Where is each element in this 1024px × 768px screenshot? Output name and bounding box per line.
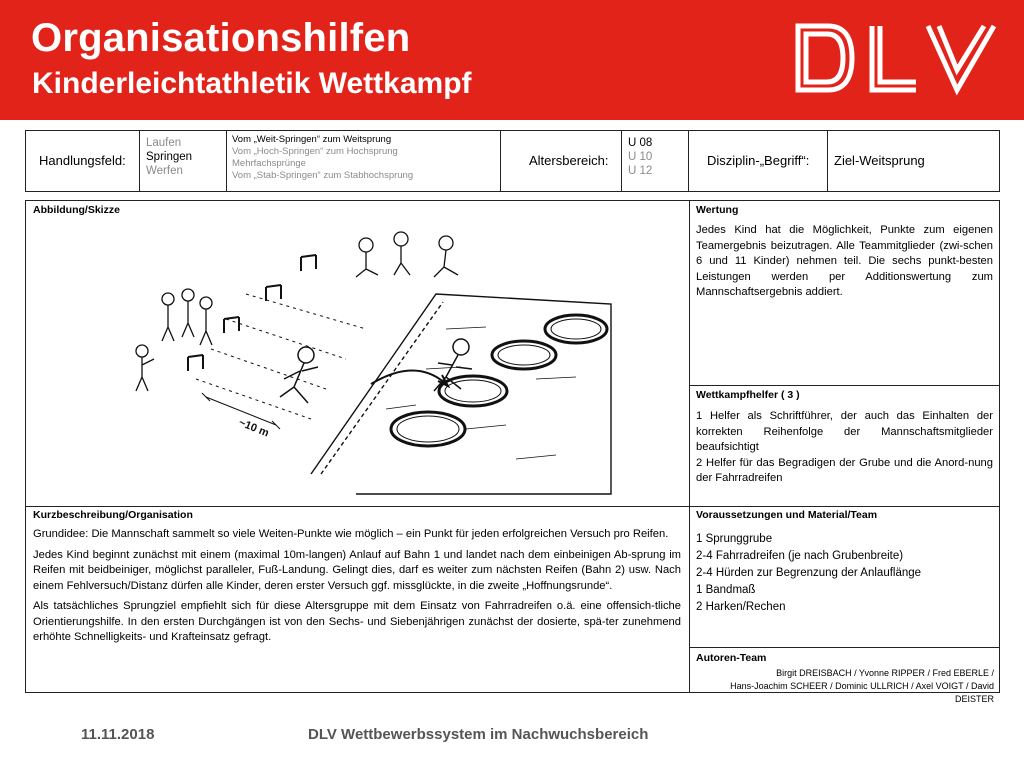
footer-date: 11.11.2018 xyxy=(81,726,155,743)
material-title: Voraussetzungen und Material/Team xyxy=(696,509,878,521)
variant-options xyxy=(232,134,413,182)
field-option-springen: Springen xyxy=(146,151,193,163)
page-title: Organisationshilfen xyxy=(31,16,411,60)
field-option-werfen: Werfen xyxy=(146,165,183,177)
autoren-title: Autoren-Team xyxy=(696,652,767,664)
material-item: 2-4 Hürden zur Begrenzung der Anlauflänge xyxy=(696,567,922,579)
variant-option-hochsprung: Vom „Hoch-Springen“ zum Hochsprung xyxy=(232,146,398,157)
disziplin-label: Disziplin-„Begriff“: xyxy=(707,153,810,168)
helfer-title: Wettkampfhelfer ( 3 ) xyxy=(696,389,800,401)
main-grid xyxy=(25,200,1000,704)
material-list xyxy=(696,531,921,616)
illustration-title: Abbildung/Skizze xyxy=(33,204,120,216)
age-option-u12: U 12 xyxy=(628,165,653,177)
wertung-title: Wertung xyxy=(696,204,739,216)
dlv-logo xyxy=(794,20,1000,96)
autoren-line: Birgit DREISBACH / Yvonne RIPPER / Fred EBERLE / xyxy=(776,668,994,678)
kurz-paragraph: Grundidee: Die Mannschaft sammelt so viele Weiten-Punkte wie möglich – ein Punkt für jeden erfolgreichen Versuch pro Reifen. xyxy=(33,528,669,540)
handlungsfeld-options xyxy=(146,136,192,178)
variant-option-mehrfachsprung: Mehrfachsprünge xyxy=(232,158,306,169)
autoren-names xyxy=(696,667,994,706)
footer-text: DLV Wettbewerbssystem im Nachwuchsbereich xyxy=(308,726,649,743)
material-item: 1 Sprunggrube xyxy=(696,533,773,545)
kurz-paragraph: Jedes Kind beginnt zunächst mit einem (maximal 10m-langen) Anlauf auf Bahn 1 und landet nach dem einbeinigen Ab-sprung im Reifen mit beidbeiniger, möglichst paralleler, Fuß-Landung. Gelingt dies, darf es weiter zum nächsten Reifen (Bahn 2) usw. Nach einem Fehlversuch/Distanz dürfen alle Kinder, deren erster Versuch ggf. missglückte, in die zweite „Hoffnungsrunde“. xyxy=(33,548,681,592)
autoren-line: Hans-Joachim SCHEER / Dominic ULLRICH / Axel VOIGT / David DEISTER xyxy=(730,681,994,704)
kurz-title: Kurzbeschreibung/Organisation xyxy=(33,509,193,521)
page-subtitle: Kinderleichtathletik Wettkampf xyxy=(32,67,472,100)
hoop-1 xyxy=(391,412,465,446)
disziplin-value: Ziel-Weitsprung xyxy=(834,153,925,168)
variant-option-stabhochsprung: Vom „Stab-Springen“ zum Stabhochsprung xyxy=(232,170,414,181)
kurz-paragraph: Als tatsächliches Sprungziel empfiehlt sich für diese Altersgruppe mit dem Einsatz von Fahrradreifen o.ä. eine offensich-tliche Orientierungshilfe. In den ersten Durchgängen ist von den Sechs- und Siebenjährigen zunächst der dosierte, spä-ter zunehmend erhöhte Schnelligkeits- und Krafteinsatz gefragt. xyxy=(33,600,681,643)
long-jump-sketch xyxy=(116,219,616,499)
info-row xyxy=(25,130,1000,192)
age-option-u10: U 10 xyxy=(628,151,653,163)
material-item: 1 Bandmaß xyxy=(696,584,756,596)
distance-label: ~10 m xyxy=(236,416,271,440)
kurz-text xyxy=(33,527,681,651)
hurdle-icon xyxy=(188,255,316,371)
material-item: 2 Harken/Rechen xyxy=(696,601,786,613)
sitting-children xyxy=(356,232,458,277)
age-options xyxy=(628,136,652,178)
jumping-child xyxy=(434,339,472,391)
wertung-text: Jedes Kind hat die Möglichkeit, Punkte zum eigenen Teamergebnis beizutragen. Alle Teammitglieder (zwi-schen 6 und 11 Kinder) nehmen teil. Die sechs punkt-besten Leistungen werden per Additionswertung zum Mannschaftsergebnis addiert. xyxy=(696,224,993,298)
age-option-u08: U 08 xyxy=(628,137,653,149)
sand-pit-outline xyxy=(311,294,611,494)
header-banner xyxy=(0,0,1024,120)
variant-option-weitsprung: Vom „Weit-Springen“ zum Weitsprung xyxy=(232,134,392,145)
altersbereich-label: Altersbereich: xyxy=(529,153,609,168)
material-item: 2-4 Fahrradreifen (je nach Grubenbreite) xyxy=(696,550,904,562)
handlungsfeld-label: Handlungsfeld: xyxy=(39,153,126,168)
helfer-text: 1 Helfer als Schriftführer, der auch das Einhalten der korrekten Reihenfolge der Mannschaftsmitglieder beaufsichtigt 2 Helfer für das Begradigen der Grube und die Anord-nung der Fahrradreifen xyxy=(696,410,993,484)
field-option-laufen: Laufen xyxy=(146,137,182,149)
waiting-children xyxy=(136,289,212,391)
